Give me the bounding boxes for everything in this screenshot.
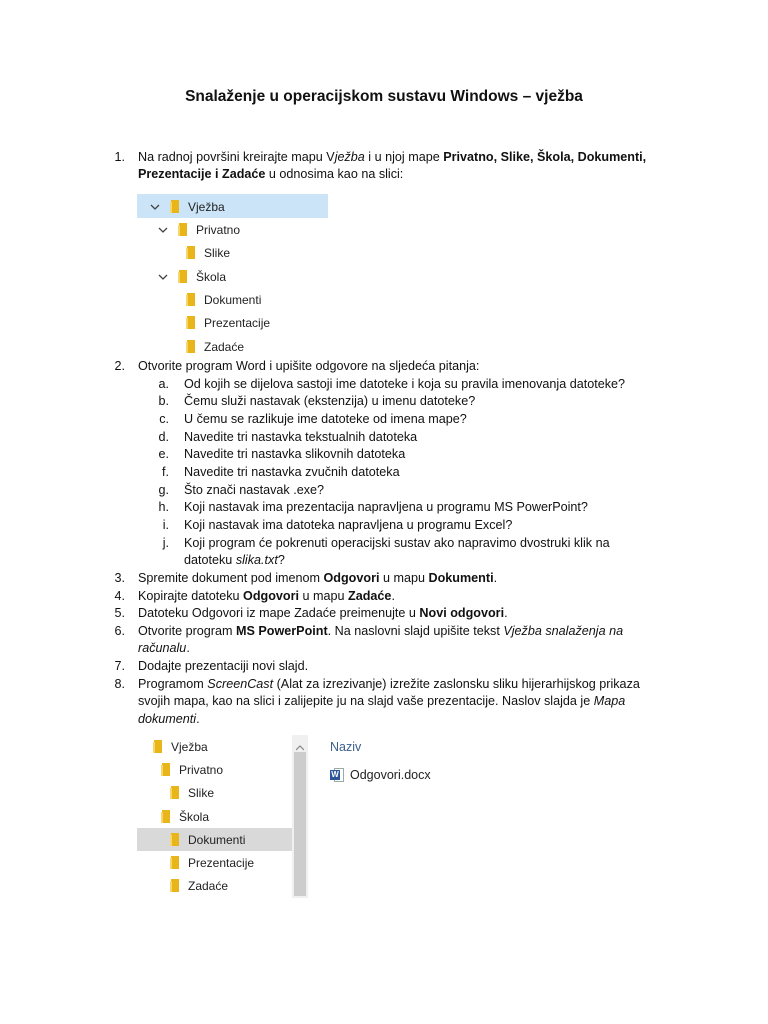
list-number: 7. xyxy=(114,659,125,673)
tree-item-zadace[interactable]: Zadaće xyxy=(186,335,244,358)
chevron-down-icon[interactable] xyxy=(158,272,168,282)
tree-item-privatno[interactable]: Privatno xyxy=(161,758,223,781)
folder-icon xyxy=(186,246,196,259)
question-text: Koji nastavak ima datoteka napravljena u programu Excel? xyxy=(184,518,513,532)
folder-icon xyxy=(170,833,180,846)
tree-item-privatno[interactable]: Privatno xyxy=(158,218,240,241)
folder-icon xyxy=(178,270,188,283)
list-number: 1. xyxy=(114,150,125,164)
tree-item-skola[interactable]: Škola xyxy=(161,805,209,828)
list-number: 6. xyxy=(114,624,125,638)
sub-letter: c. xyxy=(159,412,169,426)
task-1-line-1: Na radnoj površini kreirajte mapu Vježba i u njoj mape Privatno, Slike, Škola, Dokumenti, xyxy=(138,150,647,164)
list-number: 4. xyxy=(114,589,125,603)
tree-item-prezentacije[interactable]: Prezentacije xyxy=(170,851,254,874)
list-number: 8. xyxy=(114,677,125,691)
chevron-down-icon[interactable] xyxy=(158,225,168,235)
question-text: Koji nastavak ima prezentacija napravljena u programu MS PowerPoint? xyxy=(184,500,588,514)
sub-letter: f. xyxy=(162,465,169,479)
question-text: Čemu služi nastavak (ekstenzija) u imenu datoteke? xyxy=(184,394,476,408)
task-2-text: Otvorite program Word i upišite odgovore na sljedeća pitanja: xyxy=(138,359,480,373)
folder-icon xyxy=(186,316,196,329)
list-number: 3. xyxy=(114,571,125,585)
task-5-text: Datoteku Odgovori iz mape Zadaće preimenujte u Novi odgovori. xyxy=(138,606,508,620)
question-text: Što znači nastavak .exe? xyxy=(184,483,325,497)
task-8-line-2: svojih mapa, kao na slici i zalijepite ju na slajd vaše prezentacije. Naslov slajda je Mapa xyxy=(138,694,626,708)
chevron-down-icon[interactable] xyxy=(150,202,160,212)
question-text: Koji program će pokrenuti operacijski sustav ako napravimo dvostruki klik na xyxy=(184,536,610,550)
list-number: 2. xyxy=(114,359,125,373)
question-text: Navedite tri nastavka slikovnih datoteka xyxy=(184,447,406,461)
file-item[interactable] xyxy=(330,768,431,782)
folder-icon xyxy=(161,810,171,823)
sub-letter: b. xyxy=(158,394,169,408)
tree-item-prezentacije[interactable]: Prezentacije xyxy=(186,311,270,334)
task-6-line-1: Otvorite program MS PowerPoint. Na naslovni slajd upišite tekst Vježba snalaženja na xyxy=(138,624,624,638)
folder-icon xyxy=(170,879,180,892)
folder-icon xyxy=(170,856,180,869)
tree-item-dokumenti[interactable]: Dokumenti xyxy=(170,828,245,851)
sub-letter: e. xyxy=(158,447,169,461)
tree-item-skola[interactable]: Škola xyxy=(158,265,226,288)
task-3-text: Spremite dokument pod imenom Odgovori u mapu Dokumenti. xyxy=(138,571,498,585)
task-6-line-2: računalu. xyxy=(138,641,190,655)
folder-icon xyxy=(178,223,188,236)
folder-icon xyxy=(170,200,180,213)
tree-item-vjezba[interactable]: Vježba xyxy=(153,735,208,758)
page-title: Snalaženje u operacijskom sustavu Windows – vježba xyxy=(185,88,583,105)
tree-item-slike[interactable]: Slike xyxy=(170,781,214,804)
folder-icon xyxy=(186,293,196,306)
sub-letter: h. xyxy=(158,500,169,514)
tree-item-slike[interactable]: Slike xyxy=(186,241,230,264)
folder-icon xyxy=(170,786,180,799)
sub-letter: d. xyxy=(158,430,169,444)
word-document-icon: W xyxy=(330,768,344,782)
tree-item-vjezba[interactable]: Vježba xyxy=(150,195,225,218)
question-text-continued: datoteku slika.txt? xyxy=(184,553,285,567)
task-8-line-3: dokumenti. xyxy=(138,712,200,726)
task-4-text: Kopirajte datoteku Odgovori u mapu Zadaće. xyxy=(138,589,395,603)
tree-item-dokumenti[interactable]: Dokumenti xyxy=(186,288,261,311)
file-name: Odgovori.docx xyxy=(350,768,431,782)
question-text: Navedite tri nastavka tekstualnih datoteka xyxy=(184,430,418,444)
sub-letter: g. xyxy=(158,483,169,497)
folder-icon xyxy=(161,763,171,776)
folder-icon xyxy=(186,340,196,353)
question-text: Od kojih se dijelova sastoji ime datoteke i koja su pravila imenovanja datoteke? xyxy=(184,377,626,391)
tree-item-zadace[interactable]: Zadaće xyxy=(170,874,228,897)
task-7-text: Dodajte prezentaciji novi slajd. xyxy=(138,659,309,673)
sub-letter: j. xyxy=(162,536,169,550)
scrollbar-thumb[interactable] xyxy=(294,752,306,896)
task-8-line-1: Programom ScreenCast (Alat za izrezivanje) izrežite zaslonsku sliku hijerarhijskog prikaza xyxy=(138,677,640,691)
question-text: Navedite tri nastavka zvučnih datoteka xyxy=(184,465,400,479)
column-header-name[interactable]: Naziv xyxy=(330,740,362,754)
sub-letter: i. xyxy=(162,518,169,532)
list-number: 5. xyxy=(114,606,125,620)
folder-icon xyxy=(153,740,163,753)
sub-letter: a. xyxy=(158,377,169,391)
question-text: U čemu se razlikuje ime datoteke od imena mape? xyxy=(184,412,467,426)
task-1-line-2: Prezentacije i Zadaće u odnosima kao na slici: xyxy=(138,167,404,181)
